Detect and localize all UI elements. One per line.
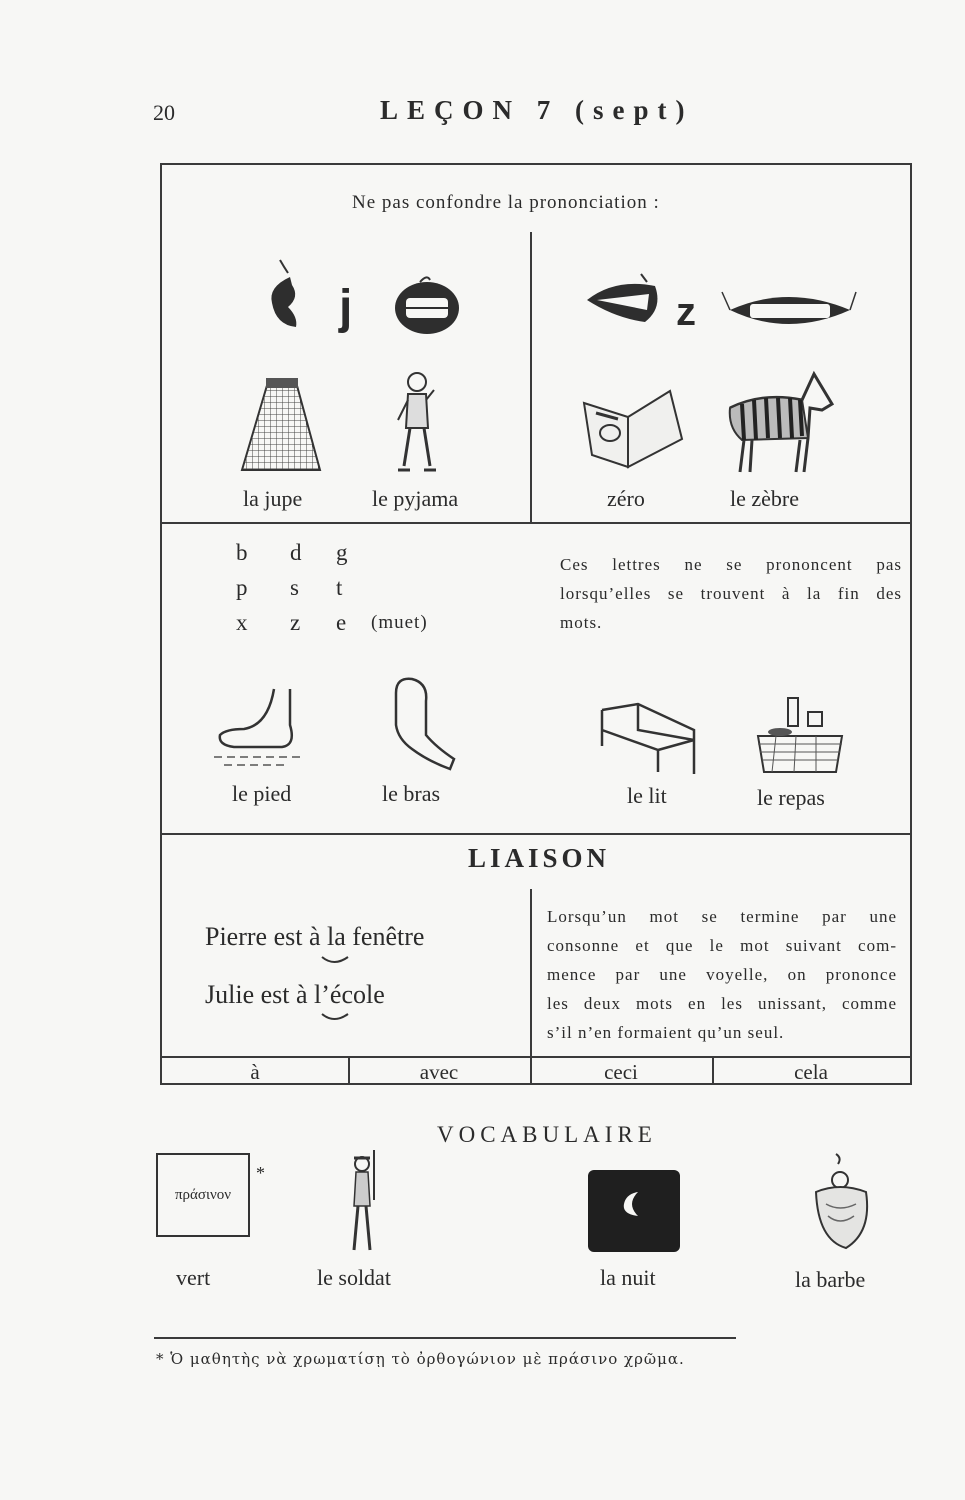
liaison-arc — [320, 1012, 350, 1024]
letter-z: z — [676, 290, 696, 334]
boy-pajama-icon — [392, 370, 442, 475]
side-mouth-icon — [585, 278, 665, 328]
letter-x: x — [236, 610, 248, 635]
liaison-arc — [320, 955, 350, 967]
word-le-bras: le bras — [382, 781, 441, 806]
meal-table-icon — [752, 692, 847, 782]
foot-icon — [204, 685, 314, 770]
round-mouth-icon — [392, 270, 462, 340]
letter-j: j — [339, 281, 353, 334]
letter-g: g — [336, 540, 348, 565]
liaison-rule-line-3: mence par une voyelle, on prononce — [547, 965, 897, 984]
asterisk: * — [256, 1163, 265, 1183]
word-cela: cela — [794, 1060, 828, 1084]
divider — [162, 522, 910, 524]
word-vert: vert — [176, 1265, 211, 1290]
word-le-lit: le lit — [627, 783, 667, 808]
zebra-icon — [722, 368, 834, 478]
silent-note-line-1: Ces lettres ne se prononcent pas — [560, 555, 902, 574]
letter-d: d — [290, 540, 302, 565]
liaison-heading: LIAISON — [468, 843, 611, 873]
green-box-label: πράσινον — [174, 1187, 232, 1203]
word-le-repas: le repas — [757, 785, 825, 810]
skirt-icon — [240, 378, 322, 476]
letter-z: z — [290, 610, 301, 635]
letter-t: t — [336, 575, 343, 600]
letter-s: s — [290, 575, 299, 600]
liaison-rule-line-1: Lorsqu’un mot se termine par une — [547, 907, 897, 926]
divider — [530, 232, 532, 522]
confusion-heading: Ne pas confondre la prononciation : — [352, 192, 660, 213]
night-icon — [586, 1168, 682, 1254]
word-le-soldat: le soldat — [317, 1265, 391, 1290]
footnote-rule — [154, 1337, 736, 1339]
silent-note-line-3: mots. — [560, 613, 603, 632]
smile-mouth-icon — [728, 288, 853, 338]
liaison-example-2: Julie est à l’école — [205, 980, 385, 1009]
word-la-jupe: la jupe — [243, 486, 303, 511]
liaison-rule-line-5: s’il n’en formaient qu’un seul. — [547, 1023, 785, 1042]
mouth-profile-icon — [262, 255, 312, 335]
page-number: 20 — [153, 100, 175, 125]
word-la-barbe: la barbe — [795, 1267, 866, 1292]
word-avec: avec — [419, 1060, 459, 1084]
word-ceci: ceci — [604, 1060, 638, 1084]
soldier-icon — [344, 1150, 384, 1260]
arm-icon — [386, 675, 461, 775]
liaison-rule-line-2: consonne et que le mot suivant com- — [547, 936, 897, 955]
word-le-pyjama: le pyjama — [372, 486, 459, 511]
word-le-zebre: le zèbre — [730, 486, 799, 511]
open-book-icon — [578, 383, 684, 471]
divider — [162, 833, 910, 835]
word-zero: zéro — [607, 486, 645, 511]
liaison-rule-line-4: les deux mots en les unissant, comme — [547, 994, 897, 1013]
divider — [530, 889, 532, 1056]
lesson-title: LEÇON 7 (sept) — [380, 95, 694, 125]
muet-label: (muet) — [371, 612, 428, 633]
word-le-pied: le pied — [232, 781, 292, 806]
green-rectangle — [156, 1153, 250, 1237]
vocabulary-heading: VOCABULAIRE — [437, 1122, 657, 1147]
bearded-face-icon — [806, 1152, 876, 1252]
silent-note-line-2: lorsqu’elles se trouvent à la fin des — [560, 584, 902, 603]
footnote: * Ὁ μαθητὴς νὰ χρωματίσῃ τὸ ὀρθογώνιον μὲ πράσινο χρῶμα. — [156, 1350, 685, 1368]
divider — [162, 1056, 910, 1058]
word-a: à — [250, 1060, 260, 1084]
letter-e: e — [336, 610, 347, 635]
word-la-nuit: la nuit — [600, 1265, 656, 1290]
letter-b: b — [236, 540, 248, 565]
liaison-example-1: Pierre est à la fenêtre — [205, 922, 425, 951]
letter-p: p — [236, 575, 248, 600]
bed-icon — [598, 700, 698, 778]
